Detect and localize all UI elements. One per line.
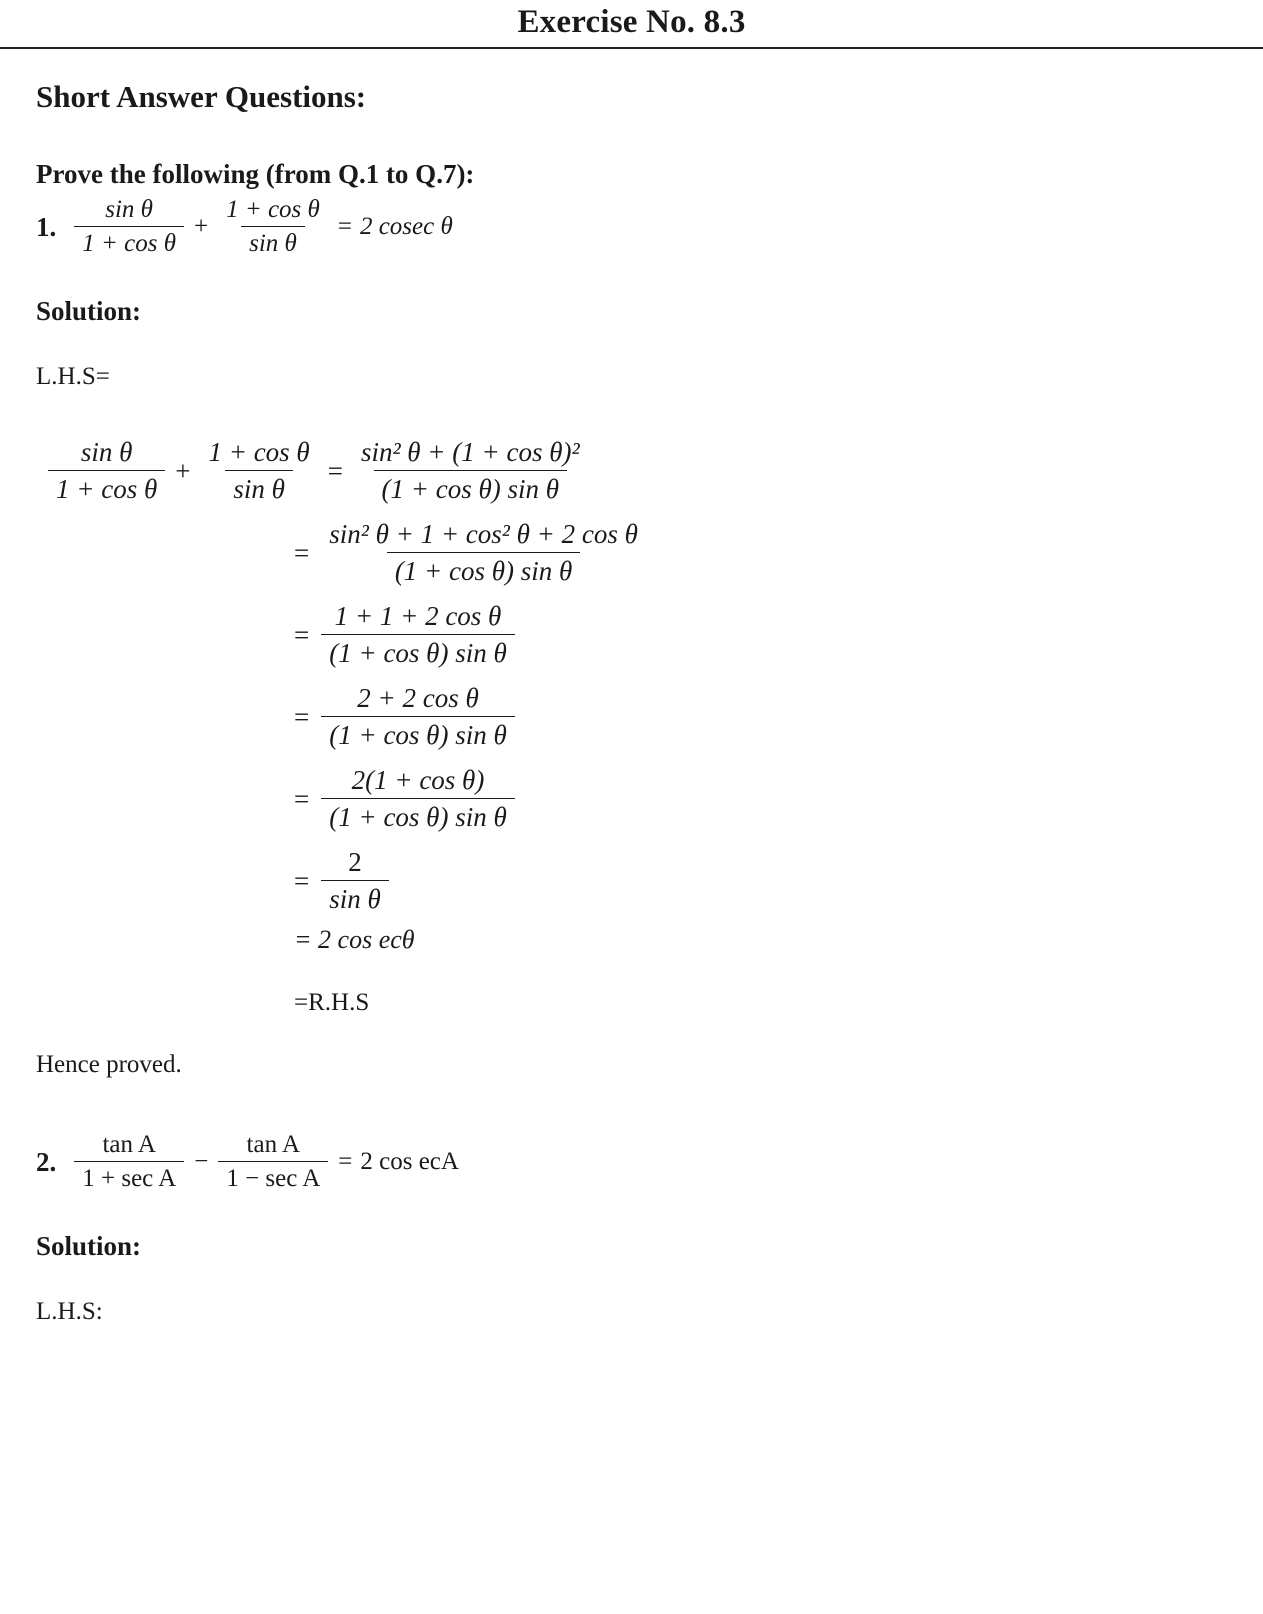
section-heading: Short Answer Questions: [36,79,367,114]
q1-fraction-1-numerator: sin θ [105,196,153,223]
work-line-6-numerator: 2 [348,847,362,877]
q2-fraction-2-numerator: tan A [246,1131,301,1158]
work-line-4-fraction [321,683,514,751]
q2-right-hand-side: 2 cos ecA [360,1148,459,1175]
work-line-1-fraction-2-denominator: sin θ [225,470,293,505]
work-line-2-numerator: sin² θ + 1 + cos² θ + 2 cos θ [329,519,638,549]
work-line-1-fraction-1 [48,437,165,505]
work-line-3-equals: = [294,619,310,650]
q2-minus-operator: − [194,1148,209,1175]
work-line-4 [294,683,1227,751]
work-line-4-numerator: 2 + 2 cos θ [357,683,479,713]
work-line-1-equals: = [327,455,343,486]
work-line-6-equals: = [294,865,310,896]
q2-fraction-1 [74,1131,184,1193]
work-line-1-fraction-2-numerator: 1 + cos θ [208,437,310,467]
question-1-number: 1. [36,211,57,242]
work-line-1 [42,437,1227,505]
q2-fraction-1-denominator: 1 + sec A [74,1161,184,1193]
q1-plus-operator: + [193,213,209,240]
q1-fraction-2-numerator: 1 + cos θ [226,196,320,223]
work-line-1-result-denominator: (1 + cos θ) sin θ [374,470,567,505]
work-line-6-fraction [321,847,389,915]
work-line-5 [294,765,1227,833]
work-line-4-denominator: (1 + cos θ) sin θ [321,716,514,751]
work-line-1-result-numerator: sin² θ + (1 + cos θ)² [360,437,580,467]
work-line-3 [294,601,1227,669]
prompt-text: Prove the following (from Q.1 to Q.7): [36,159,475,189]
work-line-3-fraction [321,601,514,669]
question-2 [36,1131,1227,1193]
work-line-5-numerator: 2(1 + cos θ) [351,765,485,795]
work-line-2-equals: = [294,537,310,568]
work-line-3-numerator: 1 + 1 + 2 cos θ [334,601,502,631]
q1-fraction-2-denominator: sin θ [241,226,305,258]
lhs-label-1: L.H.S= [36,363,110,390]
work-line-2-denominator: (1 + cos θ) sin θ [387,552,580,587]
work-line-7: = 2 cos ecθ [294,925,415,954]
work-line-2-fraction [321,519,646,587]
work-line-3-denominator: (1 + cos θ) sin θ [321,634,514,669]
work-line-4-equals: = [294,701,310,732]
q2-equals-sign: = [338,1148,353,1175]
work-line-6-denominator: sin θ [321,880,389,915]
page-title: Exercise No. 8.3 [517,4,746,40]
work-line-5-denominator: (1 + cos θ) sin θ [321,798,514,833]
question-1 [36,196,1227,258]
q1-fraction-2 [218,196,328,258]
q1-fraction-1 [74,196,184,258]
work-line-1-fraction-1-numerator: sin θ [80,437,133,467]
work-line-1-fraction-2 [200,437,317,505]
q2-fraction-2-denominator: 1 − sec A [218,1161,328,1193]
hence-proved-text: Hence proved. [36,1051,182,1078]
solution-label-1: Solution: [36,296,142,326]
q1-equals-sign: = [337,213,352,240]
work-line-1-result-fraction [353,437,588,505]
q2-fraction-1-numerator: tan A [102,1131,156,1158]
lhs-label-2: L.H.S: [36,1298,103,1325]
rhs-result: =R.H.S [294,989,370,1016]
question-2-number: 2. [36,1146,57,1177]
header-divider [0,47,1263,49]
q2-fraction-2 [218,1131,328,1193]
work-steps [294,519,1227,915]
solution-label-2: Solution: [36,1231,142,1261]
work-line-5-fraction [321,765,514,833]
work-line-1-plus: + [175,455,191,486]
work-line-5-equals: = [294,783,310,814]
q1-right-hand-side: 2 cosec θ [359,213,453,240]
work-line-1-fraction-1-denominator: 1 + cos θ [48,470,165,505]
work-line-6 [294,847,1227,915]
work-line-2 [294,519,1227,587]
q1-fraction-1-denominator: 1 + cos θ [74,226,184,258]
